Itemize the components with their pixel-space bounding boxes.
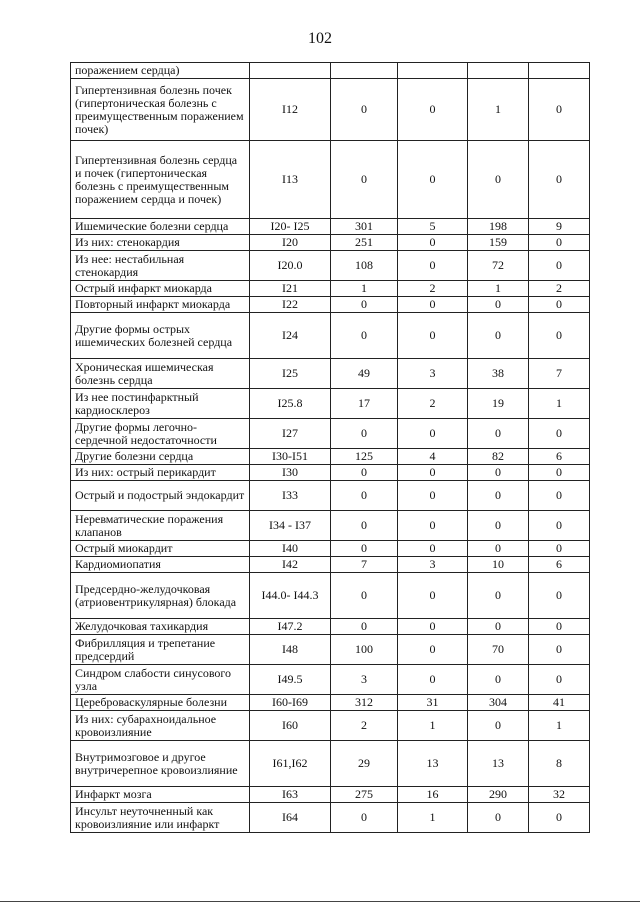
cell-value: 0 — [398, 235, 468, 251]
cell-value: 251 — [331, 235, 398, 251]
cell-value: 13 — [468, 741, 529, 787]
table-row — [71, 235, 590, 251]
cell-value — [398, 63, 468, 79]
cell-value: 0 — [468, 419, 529, 449]
cell-value: 2 — [398, 281, 468, 297]
cell-value: 13 — [398, 741, 468, 787]
cell-value: 0 — [331, 619, 398, 635]
cell-value: 0 — [398, 619, 468, 635]
cell-value: 10 — [468, 557, 529, 573]
table-row — [71, 449, 590, 465]
cell-value: 1 — [398, 711, 468, 741]
page-number: 102 — [308, 30, 332, 47]
cell-value: 0 — [529, 665, 590, 695]
cell-value: 0 — [398, 79, 468, 141]
table-row — [71, 695, 590, 711]
cell-value: 0 — [468, 665, 529, 695]
cell-name: Кардиомиопатия — [71, 557, 250, 573]
cell-code: I25.8 — [250, 389, 331, 419]
table-row — [71, 619, 590, 635]
cell-value: 0 — [331, 141, 398, 219]
cell-name: Из нее постинфарктный кардиосклероз — [71, 389, 250, 419]
cell-name: поражением сердца) — [71, 63, 250, 79]
cell-value: 70 — [468, 635, 529, 665]
table-row — [71, 557, 590, 573]
cell-name: Инфаркт мозга — [71, 787, 250, 803]
cell-code — [250, 63, 331, 79]
cell-value: 3 — [398, 359, 468, 389]
cell-value: 0 — [529, 481, 590, 511]
table-row — [71, 313, 590, 359]
cell-value: 32 — [529, 787, 590, 803]
cell-value: 3 — [398, 557, 468, 573]
table-row — [71, 141, 590, 219]
cell-value: 0 — [398, 635, 468, 665]
cell-value: 5 — [398, 219, 468, 235]
table-row — [71, 389, 590, 419]
cell-code: I20- I25 — [250, 219, 331, 235]
cell-code: I20.0 — [250, 251, 331, 281]
cell-value: 0 — [331, 481, 398, 511]
cell-code: I60-I69 — [250, 695, 331, 711]
cell-name: Из них: острый перикардит — [71, 465, 250, 481]
cell-value: 0 — [398, 481, 468, 511]
cell-code: I61,I62 — [250, 741, 331, 787]
cell-code: I44.0- I44.3 — [250, 573, 331, 619]
cell-value: 125 — [331, 449, 398, 465]
cell-value: 38 — [468, 359, 529, 389]
table-row — [71, 419, 590, 449]
cell-value — [468, 63, 529, 79]
cell-code: I47.2 — [250, 619, 331, 635]
cell-name: Хроническая ишемическая болезнь сердца — [71, 359, 250, 389]
cell-name: Другие формы острых ишемических болезней сердца — [71, 313, 250, 359]
table-row — [71, 541, 590, 557]
cell-value: 82 — [468, 449, 529, 465]
cell-name: Цереброваскулярные болезни — [71, 695, 250, 711]
cell-value: 198 — [468, 219, 529, 235]
cell-value: 4 — [398, 449, 468, 465]
cell-name: Неревматические поражения клапанов — [71, 511, 250, 541]
table-row — [71, 511, 590, 541]
cell-code: I60 — [250, 711, 331, 741]
cell-value: 312 — [331, 695, 398, 711]
cell-name: Ишемические болезни сердца — [71, 219, 250, 235]
cell-value: 0 — [468, 511, 529, 541]
table-row — [71, 219, 590, 235]
cell-value: 0 — [529, 635, 590, 665]
cell-code: I34 - I37 — [250, 511, 331, 541]
cell-code: I42 — [250, 557, 331, 573]
cell-value: 2 — [398, 389, 468, 419]
cell-code: I24 — [250, 313, 331, 359]
cell-value: 0 — [398, 465, 468, 481]
cell-value — [529, 63, 590, 79]
cell-code: I30-I51 — [250, 449, 331, 465]
cell-code: I40 — [250, 541, 331, 557]
cell-value: 290 — [468, 787, 529, 803]
cell-value: 0 — [331, 541, 398, 557]
table-row — [71, 787, 590, 803]
cell-code: I33 — [250, 481, 331, 511]
cell-code: I21 — [250, 281, 331, 297]
cell-value: 0 — [468, 481, 529, 511]
cell-value: 7 — [529, 359, 590, 389]
cell-value: 0 — [331, 79, 398, 141]
cell-code: I22 — [250, 297, 331, 313]
table-row — [71, 359, 590, 389]
cell-name: Инсульт неуточненный как кровоизлияние или инфаркт — [71, 803, 250, 833]
cell-name: Предсердно-желудочковая (атриовентрикулярная) блокада — [71, 573, 250, 619]
cell-code: I12 — [250, 79, 331, 141]
cell-value: 0 — [468, 711, 529, 741]
cell-value: 0 — [529, 541, 590, 557]
table-row — [71, 635, 590, 665]
cell-code: I27 — [250, 419, 331, 449]
cell-code: I63 — [250, 787, 331, 803]
cell-code: I49.5 — [250, 665, 331, 695]
statistics-table — [70, 62, 590, 833]
cell-value: 159 — [468, 235, 529, 251]
table-row — [71, 481, 590, 511]
cell-value: 0 — [398, 297, 468, 313]
cell-name: Внутримозговое и другое внутричерепное кровоизлияние — [71, 741, 250, 787]
cell-value: 0 — [331, 573, 398, 619]
table-row — [71, 573, 590, 619]
cell-name: Из нее: нестабильная стенокардия — [71, 251, 250, 281]
cell-value: 0 — [398, 541, 468, 557]
cell-value: 1 — [398, 803, 468, 833]
cell-value: 0 — [398, 313, 468, 359]
table-row — [71, 251, 590, 281]
cell-value: 0 — [529, 79, 590, 141]
cell-value: 0 — [398, 141, 468, 219]
cell-name: Острый инфаркт миокарда — [71, 281, 250, 297]
cell-value: 17 — [331, 389, 398, 419]
cell-code: I13 — [250, 141, 331, 219]
cell-value: 2 — [331, 711, 398, 741]
cell-name: Желудочковая тахикардия — [71, 619, 250, 635]
table-row — [71, 297, 590, 313]
cell-value: 8 — [529, 741, 590, 787]
cell-value: 31 — [398, 695, 468, 711]
cell-name: Острый миокардит — [71, 541, 250, 557]
cell-name: Из них: субарахноидальное кровоизлияние — [71, 711, 250, 741]
cell-value: 0 — [529, 419, 590, 449]
cell-value: 19 — [468, 389, 529, 419]
cell-code: I30 — [250, 465, 331, 481]
cell-value: 29 — [331, 741, 398, 787]
cell-value: 0 — [529, 141, 590, 219]
cell-value: 0 — [468, 803, 529, 833]
cell-value: 0 — [529, 235, 590, 251]
table-row — [71, 803, 590, 833]
cell-value: 304 — [468, 695, 529, 711]
cell-code: I48 — [250, 635, 331, 665]
table-row — [71, 281, 590, 297]
cell-value: 0 — [468, 141, 529, 219]
cell-value: 0 — [468, 465, 529, 481]
cell-name: Другие болезни сердца — [71, 449, 250, 465]
cell-value: 108 — [331, 251, 398, 281]
table-row — [71, 665, 590, 695]
table-row — [71, 741, 590, 787]
cell-value: 301 — [331, 219, 398, 235]
cell-value: 1 — [468, 281, 529, 297]
cell-value: 0 — [331, 465, 398, 481]
cell-value: 49 — [331, 359, 398, 389]
cell-value: 0 — [398, 511, 468, 541]
cell-name: Гипертензивная болезнь почек (гипертоническая болезнь с преимущественным поражением почек) — [71, 79, 250, 141]
cell-name: Из них: стенокардия — [71, 235, 250, 251]
cell-name: Гипертензивная болезнь сердца и почек (гипертоническая болезнь с преимущественным поражением сердца и почек) — [71, 141, 250, 219]
cell-value: 0 — [398, 251, 468, 281]
cell-code: I20 — [250, 235, 331, 251]
cell-value: 0 — [529, 619, 590, 635]
cell-value: 0 — [398, 419, 468, 449]
cell-value: 0 — [468, 619, 529, 635]
cell-value — [331, 63, 398, 79]
cell-value: 0 — [529, 297, 590, 313]
cell-value: 1 — [529, 711, 590, 741]
cell-value: 0 — [331, 803, 398, 833]
cell-value: 1 — [468, 79, 529, 141]
cell-value: 0 — [529, 313, 590, 359]
cell-value: 3 — [331, 665, 398, 695]
table-row — [71, 79, 590, 141]
cell-value: 0 — [331, 511, 398, 541]
cell-value: 0 — [529, 573, 590, 619]
cell-value: 7 — [331, 557, 398, 573]
cell-value: 6 — [529, 449, 590, 465]
table-row — [71, 63, 590, 79]
cell-value: 0 — [529, 511, 590, 541]
cell-value: 1 — [331, 281, 398, 297]
table-row — [71, 465, 590, 481]
table-body — [71, 63, 590, 833]
cell-name: Другие формы легочно-сердечной недостаточности — [71, 419, 250, 449]
cell-value: 275 — [331, 787, 398, 803]
cell-value: 0 — [331, 419, 398, 449]
cell-value: 6 — [529, 557, 590, 573]
cell-name: Синдром слабости синусового узла — [71, 665, 250, 695]
cell-value: 9 — [529, 219, 590, 235]
cell-value: 0 — [529, 465, 590, 481]
bottom-rule — [0, 901, 640, 902]
cell-value: 0 — [398, 573, 468, 619]
cell-name: Повторный инфаркт миокарда — [71, 297, 250, 313]
cell-value: 0 — [331, 297, 398, 313]
cell-value: 0 — [529, 803, 590, 833]
cell-value: 72 — [468, 251, 529, 281]
cell-value: 41 — [529, 695, 590, 711]
cell-value: 100 — [331, 635, 398, 665]
cell-code: I64 — [250, 803, 331, 833]
cell-value: 0 — [468, 541, 529, 557]
cell-value: 0 — [468, 313, 529, 359]
table-row — [71, 711, 590, 741]
cell-value: 0 — [468, 297, 529, 313]
cell-value: 0 — [468, 573, 529, 619]
cell-value: 16 — [398, 787, 468, 803]
cell-code: I25 — [250, 359, 331, 389]
cell-value: 1 — [529, 389, 590, 419]
cell-value: 0 — [529, 251, 590, 281]
cell-value: 0 — [398, 665, 468, 695]
cell-name: Фибрилляция и трепетание предсердий — [71, 635, 250, 665]
cell-name: Острый и подострый эндокардит — [71, 481, 250, 511]
cell-value: 0 — [331, 313, 398, 359]
cell-value: 2 — [529, 281, 590, 297]
